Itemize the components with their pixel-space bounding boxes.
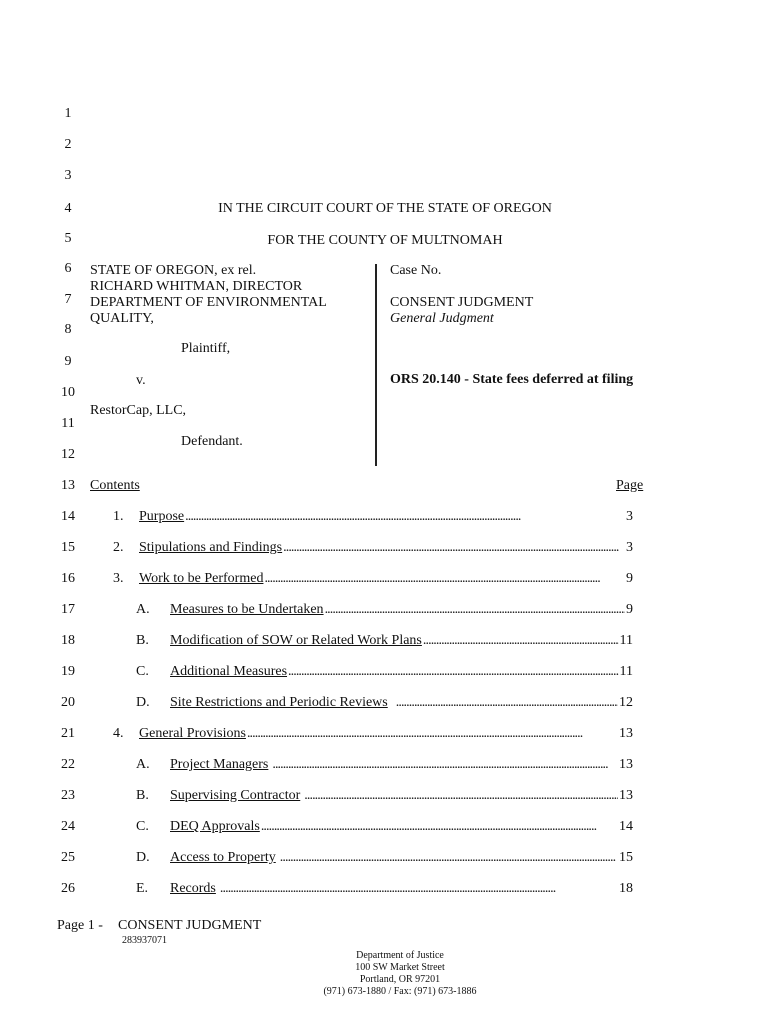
toc-leader-dots xyxy=(247,726,618,742)
toc-entry-number: C. xyxy=(136,664,149,679)
footer-document-title: CONSENT JUDGMENT xyxy=(118,918,262,933)
toc-entry-link[interactable]: Supervising Contractor xyxy=(170,788,301,803)
plaintiff-line: DEPARTMENT OF ENVIRONMENTAL xyxy=(90,295,327,310)
toc-contents-label: Contents xyxy=(90,478,140,493)
line-number: 25 xyxy=(61,850,75,865)
toc-entry[interactable] xyxy=(136,850,633,866)
line-number: 4 xyxy=(64,201,72,216)
toc-entry-page: 9 xyxy=(626,602,633,617)
toc-entry-number: B. xyxy=(136,788,149,803)
toc-leader-dots xyxy=(283,540,625,556)
toc-leader-dots xyxy=(261,819,618,835)
toc-entry-page: 11 xyxy=(619,664,633,679)
line-number: 21 xyxy=(61,726,75,741)
toc-entry-page: 12 xyxy=(619,695,633,710)
court-heading xyxy=(0,201,770,217)
toc-entry-number: D. xyxy=(136,695,150,710)
document-subtitle: General Judgment xyxy=(390,311,494,326)
toc-entry-number: 4. xyxy=(113,726,124,741)
toc-entry-number: B. xyxy=(136,633,149,648)
line-number: 8 xyxy=(64,322,72,337)
toc-leader-dots xyxy=(264,571,625,587)
toc-entry[interactable] xyxy=(136,664,633,680)
agency-phone: (971) 673-1880 / Fax: (971) 673-1886 xyxy=(323,986,477,997)
line-number: 12 xyxy=(61,447,75,462)
toc-entry-link[interactable]: General Provisions xyxy=(139,726,246,741)
toc-leader-dots xyxy=(272,757,618,773)
toc-entry-link[interactable]: Site Restrictions and Periodic Reviews xyxy=(170,695,388,710)
toc-leader-dots xyxy=(280,850,618,866)
line-number: 15 xyxy=(61,540,75,555)
line-number: 3 xyxy=(64,168,72,183)
toc-leader-dots xyxy=(325,602,625,618)
toc-entry-page: 14 xyxy=(619,819,633,834)
toc-leader-dots xyxy=(220,881,618,897)
toc-entry-number: 3. xyxy=(113,571,124,586)
plaintiff-line: STATE OF OREGON, ex rel. xyxy=(90,263,257,278)
toc-entry-number: 2. xyxy=(113,540,124,555)
line-number: 24 xyxy=(61,819,75,834)
toc-entry-page: 13 xyxy=(619,757,633,772)
agency-city: Portland, OR 97201 xyxy=(359,974,441,985)
footer-document-number: 283937071 xyxy=(122,935,167,946)
toc-entry-page: 13 xyxy=(619,726,633,741)
toc-entry[interactable] xyxy=(136,757,633,773)
toc-entry[interactable] xyxy=(113,540,633,556)
line-number: 10 xyxy=(61,385,75,400)
line-number: 2 xyxy=(64,137,72,152)
toc-page-label: Page xyxy=(616,478,644,493)
defendant-name: RestorCap, LLC, xyxy=(90,403,187,418)
court-name: IN THE CIRCUIT COURT OF THE STATE OF OREGON xyxy=(218,201,552,216)
case-number-label: Case No. xyxy=(390,263,442,278)
line-number: 23 xyxy=(61,788,75,803)
toc-entry-number: C. xyxy=(136,819,149,834)
line-number: 6 xyxy=(64,261,72,276)
line-number: 7 xyxy=(64,292,72,307)
toc-entry-link[interactable]: Project Managers xyxy=(170,757,269,772)
toc-leader-dots xyxy=(304,788,618,804)
plaintiff-label: Plaintiff, xyxy=(181,341,231,356)
toc-entry-page: 15 xyxy=(619,850,633,865)
toc-entry[interactable] xyxy=(113,571,633,587)
toc-entry-link[interactable]: Modification of SOW or Related Work Plans xyxy=(170,633,422,648)
line-number: 14 xyxy=(61,509,75,524)
toc-entry-number: D. xyxy=(136,850,150,865)
agency-address: 100 SW Market Street xyxy=(355,962,445,973)
agency-name: Department of Justice xyxy=(356,950,444,961)
toc-entry[interactable] xyxy=(136,819,633,835)
toc-entry-link[interactable]: Stipulations and Findings xyxy=(139,540,283,555)
line-number: 5 xyxy=(64,231,72,246)
toc-entry-page: 9 xyxy=(626,571,633,586)
toc-leader-dots xyxy=(396,695,618,711)
line-number: 26 xyxy=(61,881,75,896)
line-number: 19 xyxy=(61,664,75,679)
line-number: 13 xyxy=(61,478,75,493)
toc-entry[interactable] xyxy=(136,602,633,618)
line-number: 22 xyxy=(61,757,75,772)
footer-page-label: Page 1 - xyxy=(57,918,103,933)
document-title: CONSENT JUDGMENT xyxy=(390,295,534,310)
toc-entry[interactable] xyxy=(136,695,633,711)
toc-entry-number: E. xyxy=(136,881,149,896)
toc-leader-dots xyxy=(185,509,625,525)
line-number: 16 xyxy=(61,571,75,586)
toc-entry-link[interactable]: DEQ Approvals xyxy=(170,819,260,834)
plaintiff-line: QUALITY, xyxy=(90,311,154,326)
toc-entry-page: 18 xyxy=(619,881,633,896)
toc-leader-dots xyxy=(423,633,619,649)
county-heading xyxy=(0,233,770,249)
toc-entry[interactable] xyxy=(113,509,633,525)
line-number: 1 xyxy=(64,106,72,121)
toc-entry-number: A. xyxy=(136,602,150,617)
county-name: FOR THE COUNTY OF MULTNOMAH xyxy=(267,233,503,248)
line-number: 11 xyxy=(61,416,75,431)
toc-entry-page: 3 xyxy=(626,540,633,555)
toc-entry-page: 3 xyxy=(626,509,633,524)
toc-entry-page: 13 xyxy=(619,788,633,803)
line-number: 20 xyxy=(61,695,75,710)
toc-entry-link[interactable]: Measures to be Undertaken xyxy=(170,602,324,617)
toc-entry-number: 1. xyxy=(113,509,124,524)
toc-entry[interactable] xyxy=(136,788,633,804)
toc-entry-link[interactable]: Access to Property xyxy=(170,850,276,865)
plaintiff-line: RICHARD WHITMAN, DIRECTOR xyxy=(90,279,303,294)
toc-entry-page: 11 xyxy=(619,633,633,648)
line-number: 9 xyxy=(64,354,72,369)
toc-entry[interactable] xyxy=(136,881,633,897)
line-number: 17 xyxy=(61,602,75,617)
fees-note: ORS 20.140 - State fees deferred at filing xyxy=(390,372,634,387)
toc-entry[interactable] xyxy=(136,633,633,649)
defendant-label: Defendant. xyxy=(181,434,243,449)
toc-leader-dots xyxy=(288,664,618,680)
line-number: 18 xyxy=(61,633,75,648)
toc-entry-link[interactable]: Purpose xyxy=(139,509,185,524)
toc-entry-link[interactable]: Work to be Performed xyxy=(139,571,264,586)
toc-entry-link[interactable]: Records xyxy=(170,881,216,896)
toc-entry[interactable] xyxy=(113,726,633,742)
toc-entry-number: A. xyxy=(136,757,150,772)
caption-divider xyxy=(375,264,377,466)
toc-entry-link[interactable]: Additional Measures xyxy=(170,664,288,679)
versus-label: v. xyxy=(136,373,146,388)
